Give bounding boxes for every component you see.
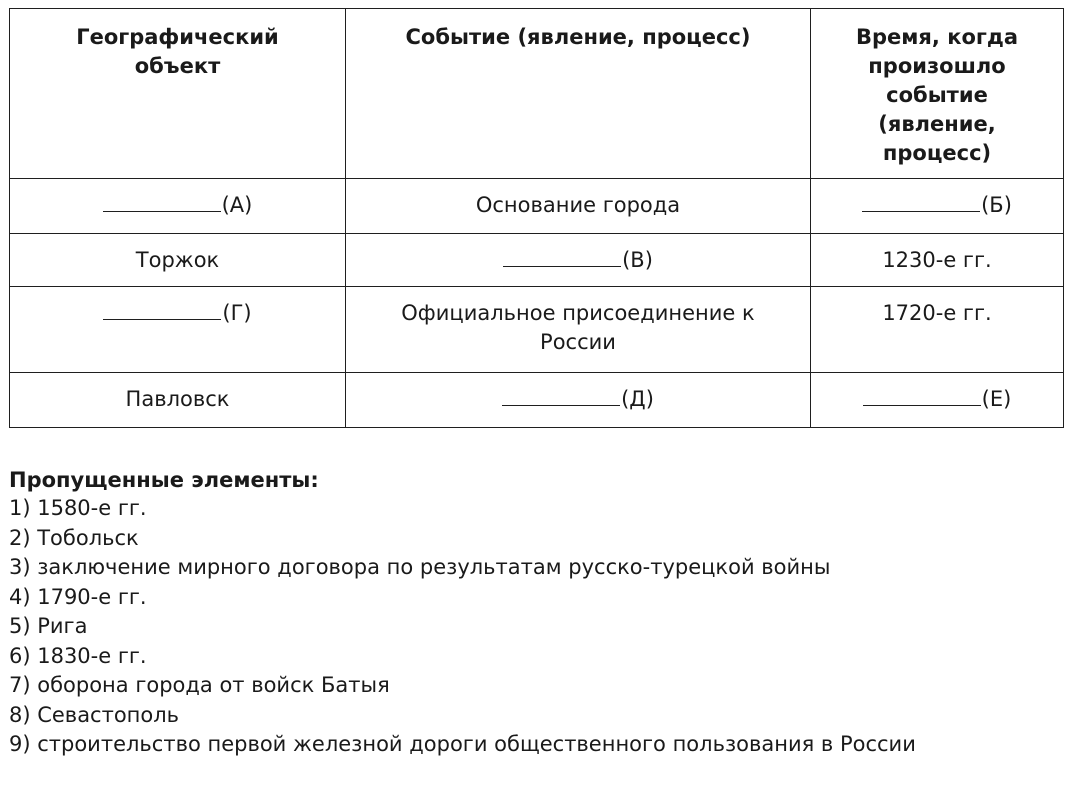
header-event: Событие (явление, процесс) [346, 9, 811, 179]
cell-time [811, 179, 1064, 234]
blank-label: (А) [221, 193, 253, 217]
table-header-row [10, 9, 1064, 179]
list-item: 9) строительство первой железной дороги общественного пользования в России [9, 732, 916, 756]
missing-elements-section [9, 466, 1063, 760]
missing-elements-title: Пропущенные элементы: [9, 468, 319, 492]
answer-blank [863, 385, 981, 406]
cell-event [346, 179, 811, 234]
cell-object [10, 179, 346, 234]
answer-blank [103, 299, 221, 320]
cell-object [10, 373, 346, 428]
blank-label: (Г) [222, 301, 252, 325]
cell-text: Торжок [135, 248, 220, 272]
table-row [10, 179, 1064, 234]
cell-text: 1230-е гг. [882, 248, 992, 272]
cell-event [346, 234, 811, 287]
list-item: 5) Рига [9, 614, 88, 638]
cell-object [10, 234, 346, 287]
answer-blank [503, 246, 621, 267]
list-item: 7) оборона города от войск Батыя [9, 673, 390, 697]
blank-label: (Е) [981, 387, 1012, 411]
list-item: 2) Тобольск [9, 525, 139, 550]
cell-object [10, 287, 346, 373]
cell-text: 1720-е гг. [882, 301, 992, 325]
cell-time [811, 373, 1064, 428]
answer-blank [103, 191, 221, 212]
cell-event [346, 287, 811, 373]
cell-time [811, 234, 1064, 287]
list-item: 1) 1580-е гг. [9, 496, 147, 520]
table-row [10, 234, 1064, 287]
list-item: 4) 1790-е гг. [9, 584, 147, 609]
cell-time [811, 287, 1064, 373]
cell-text: Официальное присоединение к России [401, 301, 755, 354]
blank-label: (Б) [981, 193, 1012, 217]
table-row [10, 287, 1064, 373]
blank-label: (Д) [621, 387, 654, 411]
cell-event [346, 373, 811, 428]
task-table [9, 8, 1064, 428]
table-row [10, 373, 1064, 428]
answer-blank [502, 385, 620, 406]
list-item: 6) 1830-е гг. [9, 643, 147, 668]
header-time: Время, когда произошло событие (явление, процесс) [811, 9, 1064, 179]
list-item: 8) Севастополь [9, 702, 180, 727]
cell-text: Основание города [475, 193, 681, 217]
answer-blank [862, 191, 980, 212]
list-item: 3) заключение мирного договора по результатам русско-турецкой войны [9, 555, 831, 579]
header-geographic-object: Географический объект [10, 9, 346, 179]
blank-label: (В) [622, 248, 653, 272]
cell-text: Павловск [125, 387, 230, 411]
missing-elements-list [9, 494, 1063, 760]
